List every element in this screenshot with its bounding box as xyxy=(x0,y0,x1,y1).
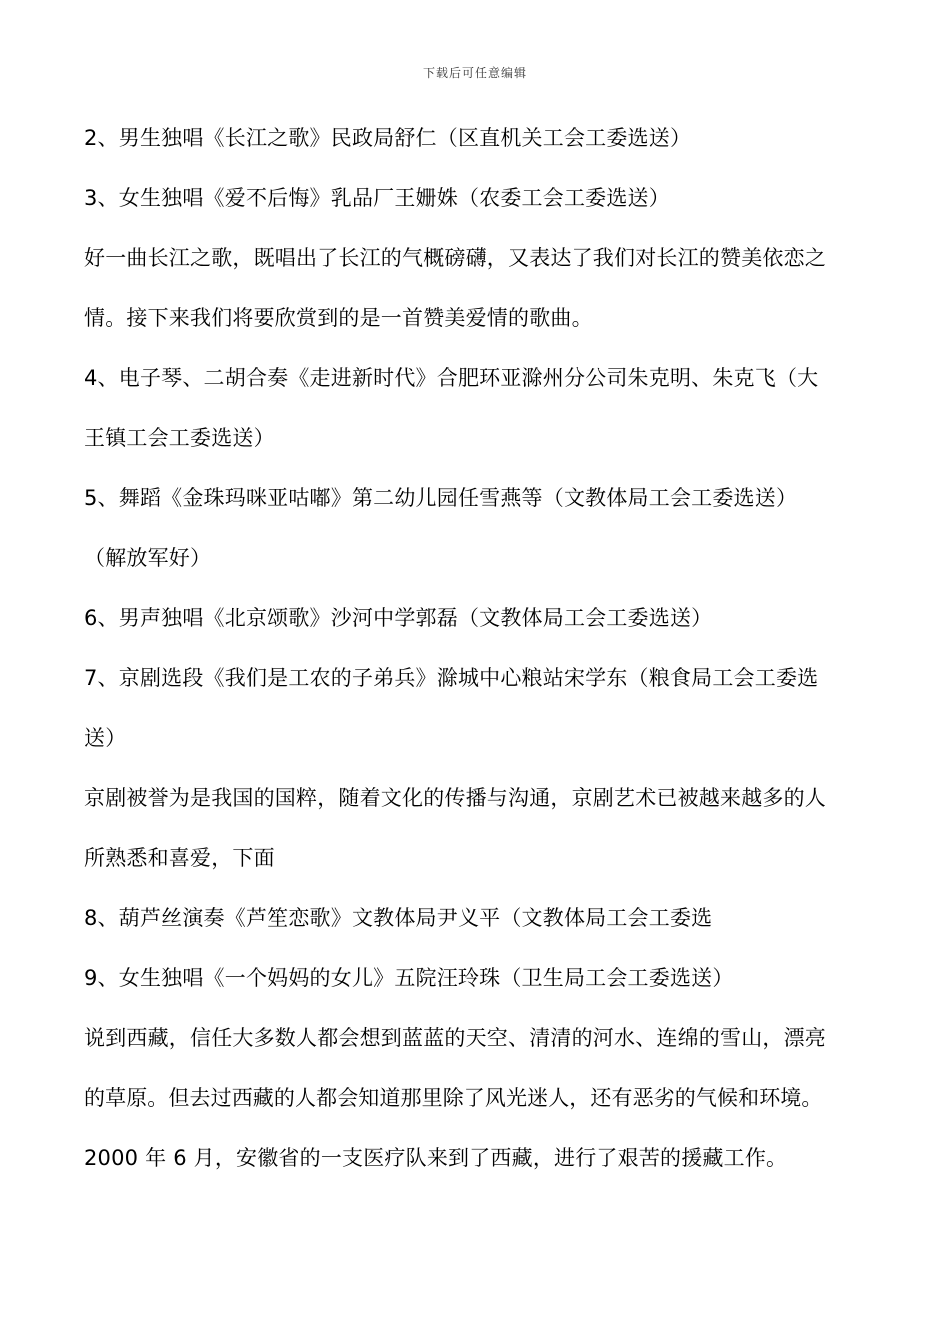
narration-paragraph-2-line-1: 京剧被誉为是我国的国粹，随着文化的传播与沟通，京剧艺术已被越来越多的人 xyxy=(84,786,826,810)
page-header: 下载后可任意编辑 xyxy=(422,66,527,80)
program-item-5-line-1: 5、舞蹈《金珠玛咪亚咕嘟》第二幼儿园任雪燕等（文教体局工会工委选送） xyxy=(84,486,798,510)
document-body xyxy=(84,116,884,1196)
program-item-7-line-2: 送） xyxy=(84,726,127,750)
narration-paragraph-1-line-1: 好一曲长江之歌，既唱出了长江的气概磅礴，又表达了我们对长江的赞美依恋之 xyxy=(84,246,826,270)
program-item-4-line-2: 王镇工会工委选送） xyxy=(84,426,275,450)
program-item-6: 6、男声独唱《北京颂歌》沙河中学郭磊（文教体局工会工委选送） xyxy=(84,606,713,630)
narration-paragraph-1-line-2: 情。接下来我们将要欣赏到的是一首赞美爱情的歌曲。 xyxy=(84,306,593,330)
program-item-8: 8、葫芦丝演奏《芦笙恋歌》文教体局尹义平（文教体局工会工委选 xyxy=(84,906,713,930)
program-item-3: 3、女生独唱《爱不后悔》乳品厂王姗姝（农委工会工委选送） xyxy=(84,186,670,210)
program-item-7-line-1: 7、京剧选段《我们是工农的子弟兵》滁城中心粮站宋学东（粮食局工会工委选 xyxy=(84,666,819,690)
narration-paragraph-3-line-3: 2000 年 6 月，安徽省的一支医疗队来到了西藏，进行了艰苦的援藏工作。 xyxy=(84,1146,788,1170)
program-item-9: 9、女生独唱《一个妈妈的女儿》五院汪玲珠（卫生局工会工委选送） xyxy=(84,966,734,990)
narration-paragraph-3-line-1: 说到西藏，信任大多数人都会想到蓝蓝的天空、清清的河水、连绵的雪山，漂亮 xyxy=(84,1026,826,1050)
narration-paragraph-2-line-2: 所熟悉和喜爱，下面 xyxy=(84,846,275,870)
program-item-5-line-2: （解放军好） xyxy=(84,546,212,570)
program-item-4-line-1: 4、电子琴、二胡合奏《走进新时代》合肥环亚滁州分公司朱克明、朱克飞（大 xyxy=(84,366,819,390)
narration-paragraph-3-line-2: 的草原。但去过西藏的人都会知道那里除了风光迷人，还有恶劣的气候和环境。 xyxy=(84,1086,823,1110)
program-item-2: 2、男生独唱《长江之歌》民政局舒仁（区直机关工会工委选送） xyxy=(84,126,692,150)
